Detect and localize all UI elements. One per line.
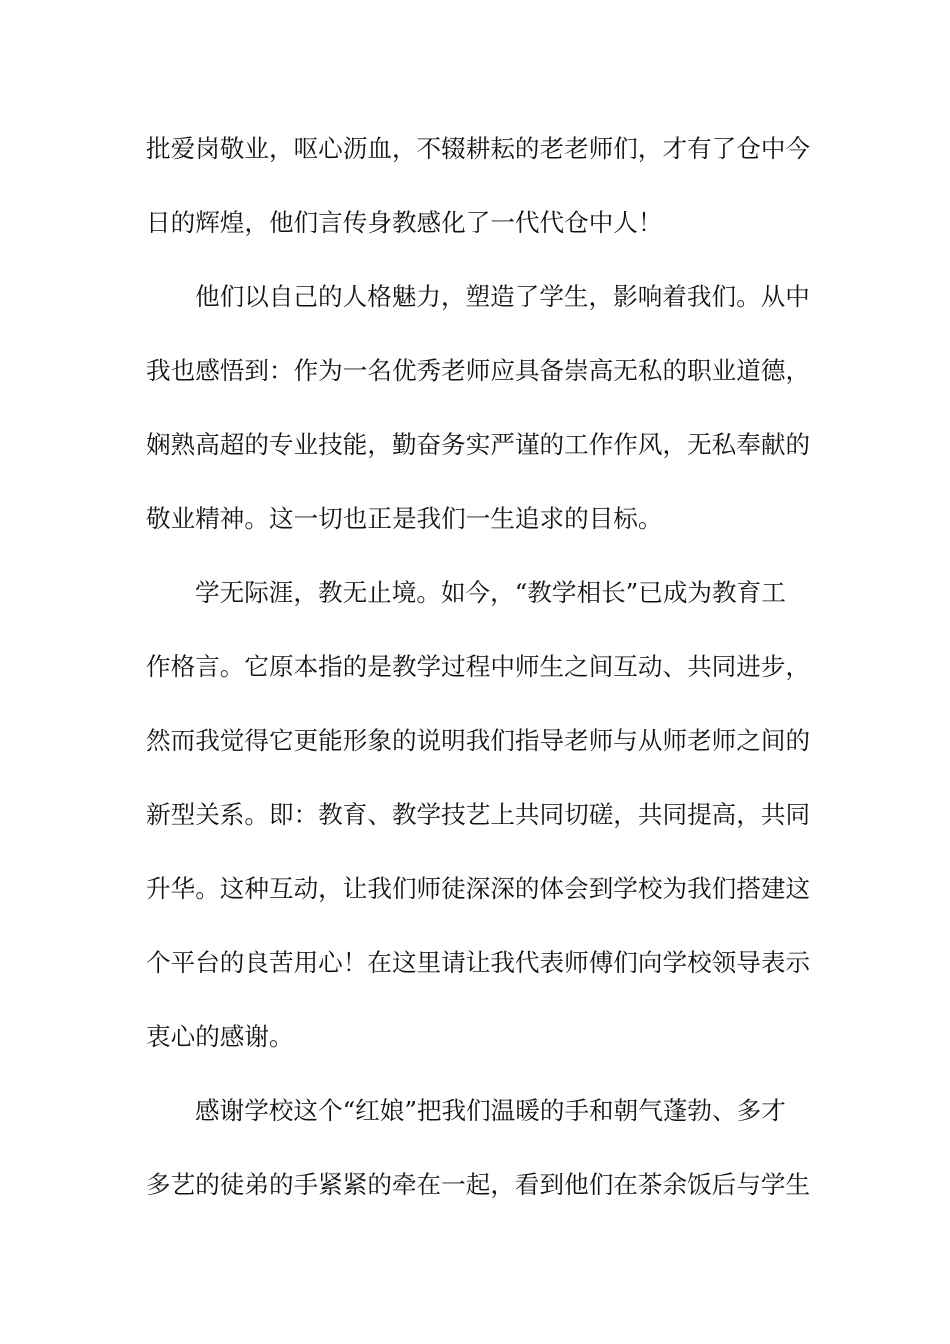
text-line: 然而我觉得它更能形象的说明我们指导老师与从师老师之间的	[146, 726, 811, 755]
text-line: 升华。这种互动，让我们师徒深深的体会到学校为我们搭建这	[146, 874, 811, 903]
text-line: 个平台的良苦用心！在这里请让我代表师傅们向学校领导表示	[146, 948, 811, 977]
text-line: 衷心的感谢。	[146, 1022, 294, 1051]
text-line: 日的辉煌，他们言传身教感化了一代代仓中人！	[146, 208, 663, 237]
paragraph-first-line: 他们以自己的人格魅力，塑造了学生，影响着我们。从中	[195, 282, 810, 311]
text-line: 我也感悟到：作为一名优秀老师应具备崇高无私的职业道德，	[146, 356, 811, 385]
text-line: 新型关系。即：教育、教学技艺上共同切磋，共同提高，共同	[146, 800, 811, 829]
paragraph-first-line: 感谢学校这个“红娘”把我们温暖的手和朝气蓬勃、多才	[195, 1096, 786, 1125]
text-line: 作格言。它原本指的是教学过程中师生之间互动、共同进步，	[146, 652, 811, 681]
paragraph-first-line: 学无际涯，教无止境。如今，“教学相长”已成为教育工	[195, 578, 786, 607]
text-line: 多艺的徒弟的手紧紧的牵在一起，看到他们在茶余饭后与学生	[146, 1170, 811, 1199]
text-line: 敬业精神。这一切也正是我们一生追求的目标。	[146, 504, 663, 533]
text-line: 娴熟高超的专业技能，勤奋务实严谨的工作作风，无私奉献的	[146, 430, 811, 459]
text-line: 批爱岗敬业，呕心沥血，不辍耕耘的老老师们，才有了仓中今	[146, 134, 811, 163]
